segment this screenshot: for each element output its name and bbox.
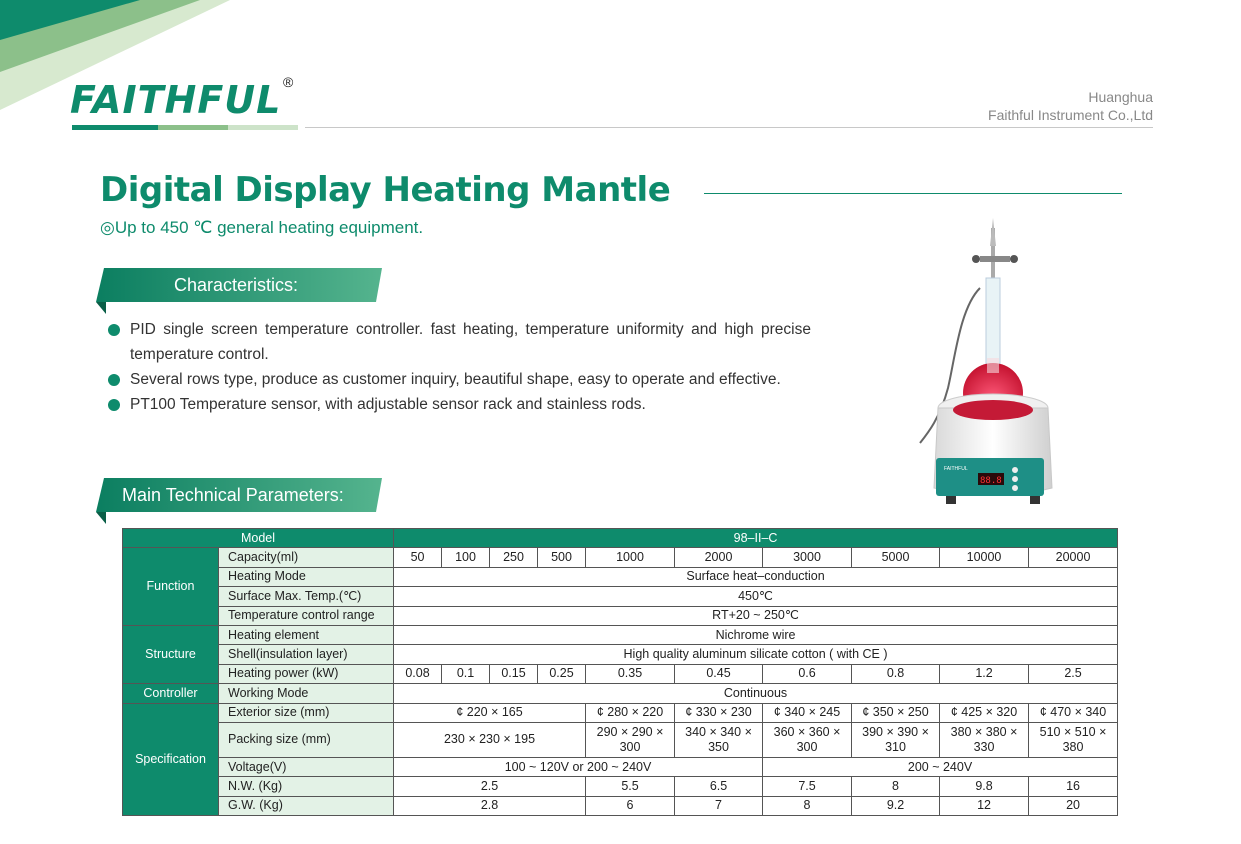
cell: Nichrome wire — [394, 625, 1118, 644]
group-function: Function — [123, 548, 219, 626]
cell: 0.08 — [394, 664, 442, 683]
cell: ¢ 470 × 340 — [1029, 703, 1118, 722]
group-controller: Controller — [123, 684, 219, 703]
cell: 230 × 230 × 195 — [394, 722, 586, 757]
table-row — [123, 625, 1118, 644]
row-label: Temperature control range — [219, 606, 394, 625]
row-label: Heating power (kW) — [219, 664, 394, 683]
characteristics-heading: Characteristics: — [174, 275, 299, 295]
cell: 0.6 — [763, 664, 852, 683]
parameters-banner — [96, 478, 386, 512]
table-row — [123, 684, 1118, 703]
cell: ¢ 330 × 230 — [675, 703, 763, 722]
table-row — [123, 567, 1118, 586]
cell: 9.2 — [852, 796, 940, 815]
registered-mark: ® — [283, 74, 294, 90]
company-line2: Faithful Instrument Co.,Ltd — [988, 107, 1153, 123]
cell: Surface heat–conduction — [394, 567, 1118, 586]
cell: 500 — [538, 548, 586, 567]
characteristics-list — [108, 317, 811, 417]
cell: 360 × 360 × 300 — [763, 722, 852, 757]
cell: 10000 — [940, 548, 1029, 567]
cell: RT+20 ~ 250℃ — [394, 606, 1118, 625]
row-label: Packing size (mm) — [219, 722, 394, 757]
cell: ¢ 425 × 320 — [940, 703, 1029, 722]
list-item: Several rows type, produce as customer inquiry, beautiful shape, easy to operate and effective. — [108, 367, 811, 392]
parameters-heading: Main Technical Parameters: — [122, 485, 344, 505]
cell: 20 — [1029, 796, 1118, 815]
row-label: Heating element — [219, 625, 394, 644]
cell: 0.15 — [490, 664, 538, 683]
cell: 7.5 — [763, 777, 852, 796]
cell: 390 × 390 × 310 — [852, 722, 940, 757]
model-value: 98–II–C — [394, 529, 1118, 548]
cell: ¢ 350 × 250 — [852, 703, 940, 722]
cell: Continuous — [394, 684, 1118, 703]
table-row — [123, 587, 1118, 606]
cell: 0.1 — [442, 664, 490, 683]
page-title: Digital Display Heating Mantle — [100, 170, 671, 210]
cell: 8 — [763, 796, 852, 815]
row-label: Shell(insulation layer) — [219, 645, 394, 664]
cell: 1.2 — [940, 664, 1029, 683]
parameters-table — [122, 528, 1118, 816]
cell: 16 — [1029, 777, 1118, 796]
cell: 100 — [442, 548, 490, 567]
logo-underline — [72, 125, 158, 130]
cell: 0.45 — [675, 664, 763, 683]
cell: 50 — [394, 548, 442, 567]
row-label: N.W. (Kg) — [219, 777, 394, 796]
row-label: Exterior size (mm) — [219, 703, 394, 722]
row-label: Heating Mode — [219, 567, 394, 586]
group-structure: Structure — [123, 625, 219, 683]
cell: 380 × 380 × 330 — [940, 722, 1029, 757]
group-specification: Specification — [123, 703, 219, 816]
row-label: Surface Max. Temp.(℃) — [219, 587, 394, 606]
table-row — [123, 645, 1118, 664]
table-row — [123, 777, 1118, 796]
table-row — [123, 606, 1118, 625]
cell: ¢ 340 × 245 — [763, 703, 852, 722]
logo-underline-light — [228, 125, 298, 130]
cell: ¢ 220 × 165 — [394, 703, 586, 722]
row-label: Working Mode — [219, 684, 394, 703]
cell: 340 × 340 × 350 — [675, 722, 763, 757]
cell: High quality aluminum silicate cotton ( with CE ) — [394, 645, 1118, 664]
header-divider — [305, 127, 1153, 128]
table-row — [123, 664, 1118, 683]
table-row — [123, 548, 1118, 567]
table-row — [123, 703, 1118, 722]
cell: 2.5 — [1029, 664, 1118, 683]
cell: 2.5 — [394, 777, 586, 796]
cell: 0.25 — [538, 664, 586, 683]
cell: ¢ 280 × 220 — [586, 703, 675, 722]
title-divider — [704, 193, 1122, 194]
product-display: 88.8 — [980, 476, 1002, 486]
cell: 12 — [940, 796, 1029, 815]
heating-mantle-image — [900, 218, 1060, 513]
cell: 450℃ — [394, 587, 1118, 606]
logo-underline-mid — [158, 125, 228, 130]
company-line1: Huanghua — [1088, 89, 1153, 105]
row-label: Capacity(ml) — [219, 548, 394, 567]
page-subtitle: ◎Up to 450 ℃ general heating equipment. — [100, 218, 424, 237]
cell: 20000 — [1029, 548, 1118, 567]
cell: 2.8 — [394, 796, 586, 815]
cell: 250 — [490, 548, 538, 567]
list-item: PT100 Temperature sensor, with adjustable sensor rack and stainless rods. — [108, 392, 811, 417]
cell: 5000 — [852, 548, 940, 567]
cell: 7 — [675, 796, 763, 815]
cell: 3000 — [763, 548, 852, 567]
cell: 0.35 — [586, 664, 675, 683]
cell: 5.5 — [586, 777, 675, 796]
list-item: PID single screen temperature controller. fast heating, temperature uniformity and high precise temperature control. — [108, 317, 811, 367]
cell: 8 — [852, 777, 940, 796]
cell: 0.8 — [852, 664, 940, 683]
model-label: Model — [123, 529, 394, 548]
characteristics-banner — [96, 268, 386, 302]
cell: 290 × 290 × 300 — [586, 722, 675, 757]
company-logo: FAITHFUL — [70, 78, 282, 122]
row-label: G.W. (Kg) — [219, 796, 394, 815]
cell: 6 — [586, 796, 675, 815]
cell: 2000 — [675, 548, 763, 567]
company-name — [988, 88, 1153, 124]
table-row — [123, 529, 1118, 548]
cell: 1000 — [586, 548, 675, 567]
product-brand: FAITHFUL — [944, 466, 968, 472]
cell: 200 ~ 240V — [763, 757, 1118, 776]
cell: 100 ~ 120V or 200 ~ 240V — [394, 757, 763, 776]
cell: 6.5 — [675, 777, 763, 796]
cell: 510 × 510 × 380 — [1029, 722, 1118, 757]
table-row — [123, 796, 1118, 815]
row-label: Voltage(V) — [219, 757, 394, 776]
table-row — [123, 757, 1118, 776]
table-row — [123, 722, 1118, 757]
cell: 9.8 — [940, 777, 1029, 796]
